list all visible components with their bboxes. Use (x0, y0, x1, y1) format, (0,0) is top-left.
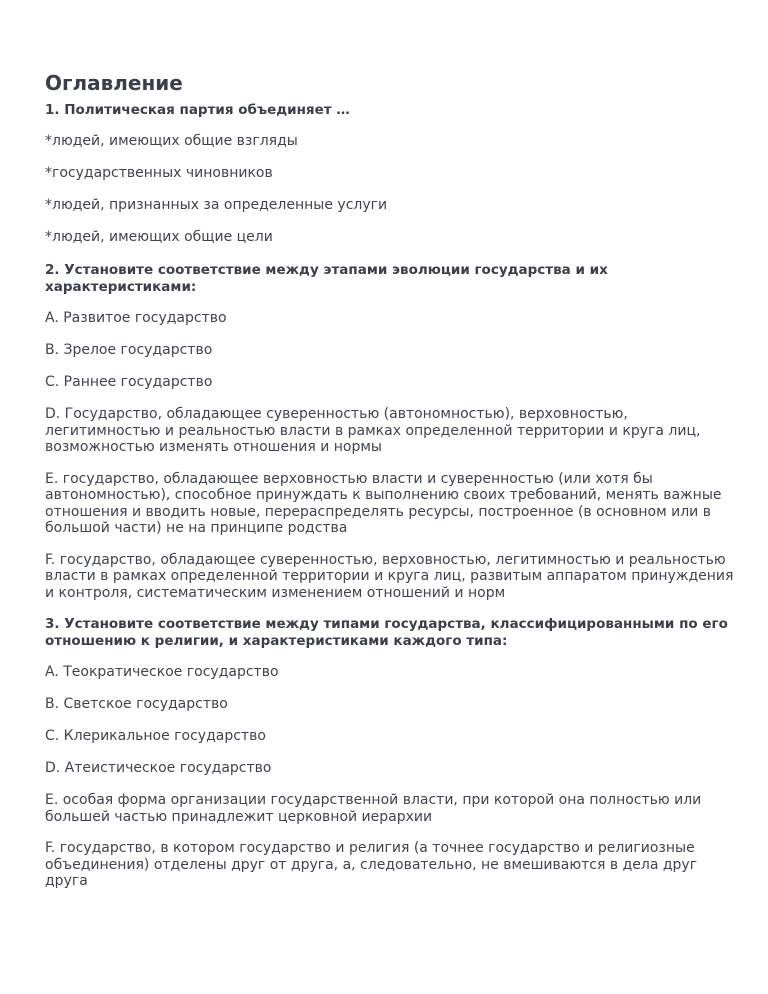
question-2-item-a: A. Развитое государство (45, 310, 227, 326)
question-2-heading: 2. Установите соответствие между этапами эволюции государства и их характеристиками: (45, 262, 608, 295)
question-1-option-1: *людей, имеющих общие взгляды (45, 133, 298, 149)
question-3-item-e: E. особая форма организации государственной власти, при которой она полностью или большей частью принадлежит церковной иерархии (45, 792, 702, 825)
question-2-item-c: C. Раннее государство (45, 374, 213, 390)
question-1-option-3: *людей, признанных за определенные услуги (45, 197, 388, 213)
question-2-item-e: E. государство, обладающее верховностью власти и суверенностью (или хотя бы автономностью), способное принуждать к выполнению своих требований, менять важные отношения и вводить новые, перераспределять ресурсы, построенное (в основном или в большой части) не на принципе родства (45, 470, 722, 536)
question-2-item-f: F. государство, обладающее суверенностью, верховностью, легитимностью и реальностью власти в рамках определенной территории и круга лиц, развитым аппаратом принуждения и контроля, систематическим изменением отношений и норм (45, 551, 734, 601)
question-1-option-2: *государственных чиновников (45, 165, 273, 181)
question-3-heading: 3. Установите соответствие между типами государства, классифицированными по его отношению к религии, и характеристиками каждого типа: (45, 616, 728, 649)
question-3-item-d: D. Атеистическое государство (45, 760, 272, 776)
question-3-item-a: A. Теократическое государство (45, 664, 279, 680)
document-page (45, 70, 735, 905)
question-3-item-c: C. Клерикальное государство (45, 728, 266, 744)
question-3-item-f: F. государство, в котором государство и религия (а точнее государство и религиозные объединения) отделены друг от друга, а, следовательно, не вмешиваются в дела друг друга (45, 840, 698, 889)
question-2-item-b: B. Зрелое государство (45, 342, 213, 358)
question-2-item-d: D. Государство, обладающее суверенностью (автономностью), верховностью, легитимностью и реальностью власти в рамках определенной территории и круга лиц, возможностью изменять отношения и нормы (45, 406, 701, 455)
question-1-option-4: *людей, имеющих общие цели (45, 229, 273, 245)
page-title: Оглавление (45, 71, 183, 95)
question-1-heading: 1. Политическая партия объединяет … (45, 102, 350, 118)
question-3-item-b: B. Светское государство (45, 696, 228, 712)
